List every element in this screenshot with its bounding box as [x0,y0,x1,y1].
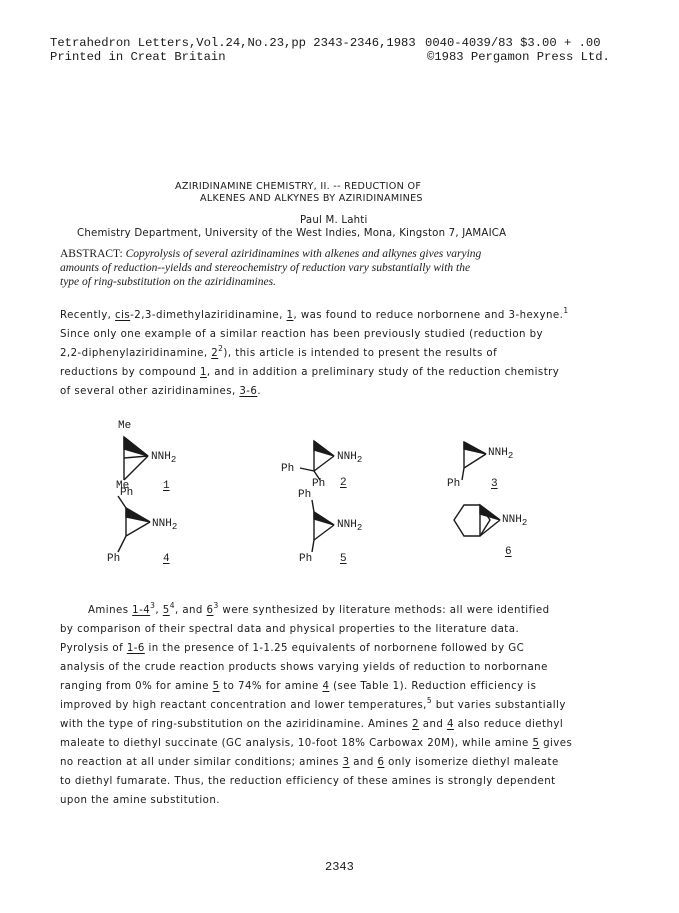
para2-line3: Pyrolysis of 1-6 in the presence of 1-1.25 equivalents of norbornene followed by GC [60,643,525,654]
para2-line2: by comparison of their spectral data and physical properties to the literature data. [60,624,520,635]
para2-line1: Amines $1-4^3$, $5^4$, and $6^3$ were synthesized by literature methods: all were identified [88,601,550,616]
para1-line5: of several other aziridinamines, 3-6. [60,386,262,397]
compound-label-3: 3 [491,478,498,490]
struct4-ph-bottom: Ph [107,553,121,565]
struct5-ph-bottom: Ph [299,553,313,565]
struct4-nnh2: $NNH_2$ [152,518,178,532]
printed-in: Printed in Creat Britain [50,50,226,64]
struct2-ph-left: Ph [281,463,295,475]
price-code: 0040-4039/83 $3.00 + .00 [425,36,601,50]
struct4-ph-top: Ph [120,487,134,499]
abstract-line3: type of ring-substitution on the aziridinamines. [60,276,276,288]
struct2-nnh2: $NNH_2$ [337,451,363,465]
journal-citation: Tetrahedron Letters,Vol.24,No.23,pp 2343-2346,1983 [50,36,416,50]
para2-line8: maleate to diethyl succinate (GC analysis, 10-foot 18% Carbowax 20M), while amine 5 gives [60,738,573,749]
copyright: ©1983 Pergamon Press Ltd. [427,50,610,64]
struct1-nnh2: $NNH_2$ [151,451,177,465]
compound-label-2: 2 [340,477,347,489]
struct3-nnh2: $NNH_2$ [488,447,514,461]
structure-4-aziridine [118,496,150,552]
structure-2-aziridine [300,441,334,480]
compound-label-4: 4 [163,553,170,565]
struct5-ph-top: Ph [298,489,312,501]
article-title-line2: ALKENES AND ALKYNES BY AZIRIDINAMINES [200,193,423,204]
para2-line4: analysis of the crude reaction products shows varying yields of reduction to norbornane [60,662,548,673]
struct1-me-top: Me [118,420,132,432]
compound-label-1: 1 [163,480,170,492]
abstract-line2: amounts of reduction--yields and stereochemistry of reduction vary substantially with the [60,262,471,274]
compound-label-6: 6 [505,546,512,558]
struct1-me-bottom: Me [116,480,130,492]
para2-line9: no reaction at all under similar conditions; amines 3 and 6 only isomerize diethyl maleate [60,757,559,768]
article-title-line1: AZIRIDINAMINE CHEMISTRY, II. -- REDUCTION OF [175,181,422,192]
para2-line5: ranging from 0% for amine 5 to 74% for amine 4 (see Table 1). Reduction efficiency is [60,681,537,692]
author-name: Paul M. Lahti [300,215,368,226]
struct6-nnh2: $NNH_2$ [502,514,528,528]
para1-line3: 2,2-diphenylaziridinamine, $2^2$), this article is intended to present the results of [60,344,498,359]
struct3-ph: Ph [447,478,461,490]
structure-3-aziridine [462,442,486,480]
para2-line6: improved by high reactant concentration and lower temperatures,$^5$ but varies substantially [60,696,566,711]
para1-line1: Recently, cis-2,3-dimethylaziridinamine, 1, was found to reduce norbornene and 3-hexyne.$^1$ [60,306,569,321]
structure-6-bicyclic [454,505,500,536]
struct2-ph-right: Ph [312,478,326,490]
para2-line10: to diethyl fumarate. Thus, the reduction efficiency of these amines is strongly dependent [60,776,556,787]
abstract-line1: ABSTRACT: Copyrolysis of several aziridinamines with alkenes and alkynes gives varying [60,248,482,260]
author-affiliation: Chemistry Department, University of the West Indies, Mona, Kingston 7, JAMAICA [77,228,507,239]
structure-5-aziridine [312,500,334,552]
abstract-label: ABSTRACT: [60,248,123,260]
struct5-nnh2: $NNH_2$ [337,519,363,533]
para1-line4: reductions by compound 1, and in addition a preliminary study of the reduction chemistry [60,367,560,378]
page-number: 2343 [325,860,354,874]
structure-1-aziridine [124,437,148,480]
para2-line7: with the type of ring-substitution on the aziridinamine. Amines 2 and 4 also reduce diethyl [60,719,564,730]
para1-line2: Since only one example of a similar reaction has been previously studied (reduction by [60,329,543,340]
compound-label-5: 5 [340,553,347,565]
para2-line11: upon the amine substitution. [60,795,220,806]
